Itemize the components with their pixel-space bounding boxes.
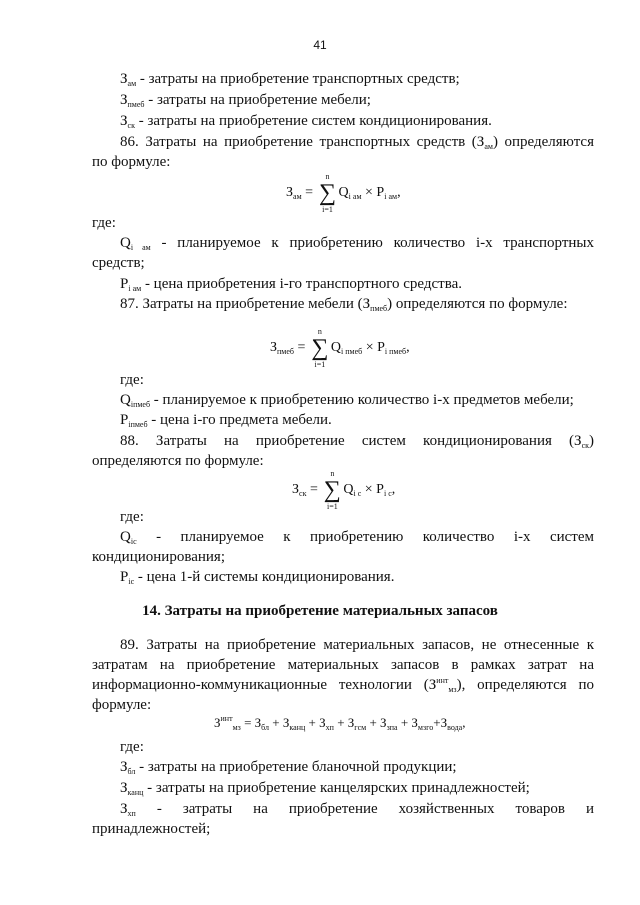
paragraph-89-line4: формуле: <box>92 697 152 713</box>
def-zam-line: $З_{ам}$ - затраты на приобретение транспортных средств; <box>120 71 460 88</box>
formula-86: $З_{ам}$ = n ∑ i=1 $Q_{i ам} \times P_{i ам}$, <box>286 172 401 214</box>
sum-sign: n ∑ i=1 <box>323 469 341 511</box>
paragraph-87-line1: 87. Затраты на приобретение мебели $(З_{пмеб})$ определяются по формуле: <box>120 296 568 313</box>
def-q86-line: $Q_{i ам}$ - планируемое к приобретению количество i-х транспортных <box>120 235 594 252</box>
formula-87: $З_{пмеб}$ = n ∑ i=1 $Q_{i пмеб} \times P_{i пмеб}$, <box>270 327 410 369</box>
def-q87-line: $Q_{iпмеб}$ - планируемое к приобретению количество i-х предметов мебели; <box>120 392 574 409</box>
sum-sign: n ∑ i=1 <box>318 172 337 214</box>
def-q88-line: $Q_{ic}$ - планируемое к приобретению количество i-х систем <box>120 529 594 546</box>
formula-89: $З^{инт}_{мз} = З_{бл} + З_{канц} + З_{хп} + З_{гсм} + З_{зпа} + З_{мзго}+З_{вода}$, <box>214 714 466 732</box>
paragraph-88-line2: определяются по формуле: <box>92 453 264 469</box>
def-p86-line: $P_{i ам}$ - цена приобретения i-го транспортного средства. <box>120 276 463 293</box>
def-p87-line: $P_{iпмеб}$ - цена i-го предмета мебели. <box>120 412 332 429</box>
paragraph-89-line3: информационно-коммуникационные технологии $(З^{инт}_{мз})$, определяются по <box>92 676 594 694</box>
formula-88: $З_{ск}$ = n ∑ i=1 $Q_{i c} \times P_{i c}$, <box>292 469 396 511</box>
def-q88-cont: кондиционирования; <box>92 549 225 565</box>
where-label-3: где: <box>120 509 144 525</box>
paragraph-88-line1: 88. Затраты на приобретение систем кондиционирования $(З_{ск})$ <box>120 433 594 450</box>
where-label-1: где: <box>92 215 116 231</box>
def-zbl-line: $З_{бл}$ - затраты на приобретение бланочной продукции; <box>120 759 457 776</box>
def-q86-cont: средств; <box>92 255 145 271</box>
where-label-4: где: <box>120 739 144 755</box>
def-zsk-line: $З_{ск}$ - затраты на приобретение систем кондиционирования. <box>120 113 492 130</box>
sum-sign: n ∑ i=1 <box>311 327 329 369</box>
page-number: 41 <box>313 38 327 52</box>
def-zpmeb-line: $З_{пмеб}$ - затраты на приобретение мебели; <box>120 92 371 109</box>
paragraph-89-line1: 89. Затраты на приобретение материальных запасов, не отнесенные к <box>120 637 594 653</box>
def-zhp-cont: принадлежностей; <box>92 821 211 837</box>
def-p88-line: $P_{ic}$ - цена 1-й системы кондиционирования. <box>120 569 395 586</box>
where-label-2: где: <box>120 372 144 388</box>
paragraph-89-line2: затратам на приобретение материальных запасов в рамках затрат на <box>92 657 594 673</box>
def-zhp-line: $З_{хп}$ - затраты на приобретение хозяйственных товаров и <box>120 801 594 818</box>
def-zkanc-line: $З_{канц}$ - затраты на приобретение канцелярских принадлежностей; <box>120 780 530 797</box>
paragraph-86-line2: по формуле: <box>92 154 171 170</box>
section-heading-14: 14. Затраты на приобретение материальных запасов <box>142 603 498 619</box>
paragraph-86-line1: 86. Затраты на приобретение транспортных средств $(З_{ам})$ определяются <box>120 134 594 151</box>
